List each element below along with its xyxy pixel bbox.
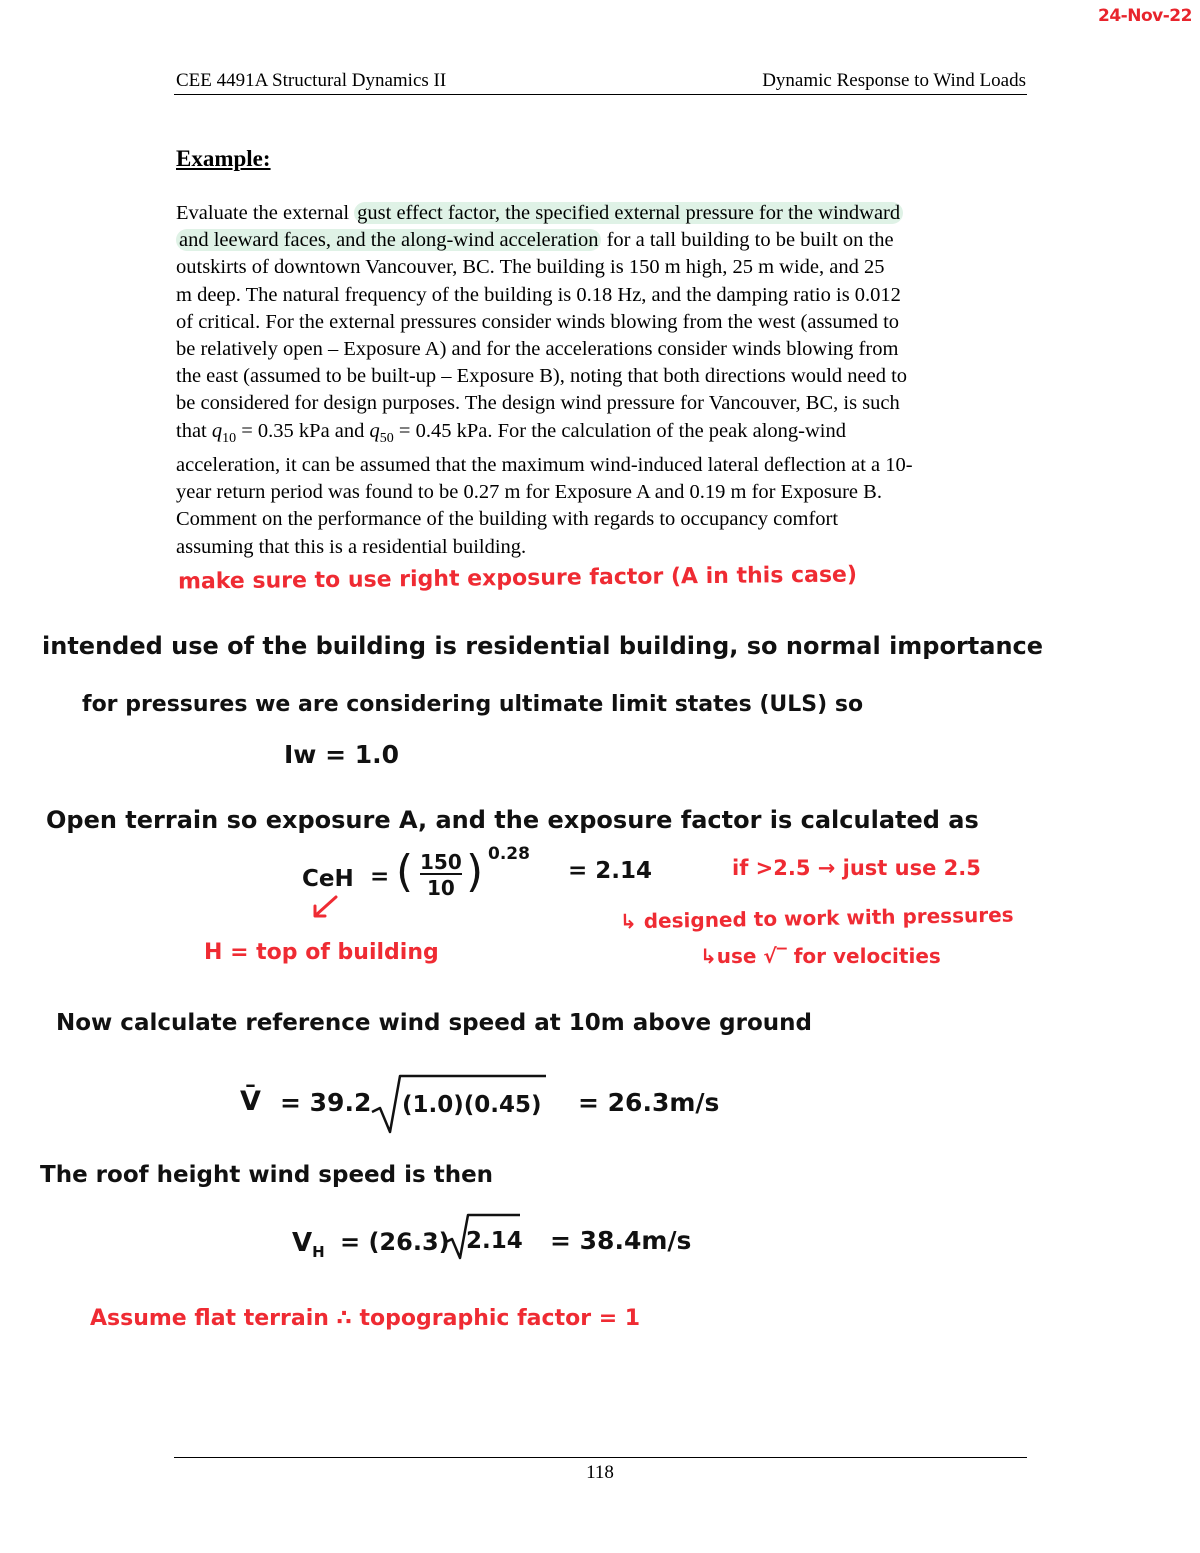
vbar-label: V̄ bbox=[240, 1086, 261, 1117]
iw-value: = 1.0 bbox=[325, 740, 400, 769]
page-number: 118 bbox=[586, 1462, 614, 1483]
annotation-date: 24-Nov-22 bbox=[1098, 6, 1192, 26]
highlighted-text-2: and leeward faces, and the along-wind acceleration bbox=[176, 229, 601, 251]
q50-subscript: 50 bbox=[379, 430, 394, 446]
ceh-label: CeH bbox=[302, 866, 354, 892]
course-title: CEE 4491A Structural Dynamics II bbox=[176, 70, 447, 91]
ceh-equals: = bbox=[370, 864, 390, 890]
problem-text-3: = 0.35 kPa and bbox=[236, 419, 370, 442]
reference-speed-note: Now calculate reference wind speed at 10m above ground bbox=[56, 1010, 812, 1036]
problem-text-2: for a tall building to be built on the outskirts of downtown Vancouver, BC. The building is 150 m high, 25 m wide, and 25 m deep. The natural frequency of the building is 0.18 Hz, and the damping ratio is 0.012 of critical. For the external pressures consider winds blowing from the west (assumed to be relatively open – Exposure A) and for the accelerations consider winds blowing from the east (assumed to be built-up – Exposure B), noting that both directions would need to be considered for design purposes. The design wind pressure for Vancouver, BC, is such that bbox=[176, 229, 908, 442]
vh-radicand: 2.14 bbox=[466, 1228, 523, 1254]
vh-symbol: V bbox=[292, 1228, 313, 1258]
footer-divider bbox=[174, 1457, 1027, 1458]
example-heading: Example: bbox=[176, 146, 271, 171]
vh-subscript: H bbox=[312, 1243, 325, 1262]
vbar-equals: = 39.2 bbox=[280, 1088, 372, 1117]
fraction-denominator: 10 bbox=[427, 876, 455, 900]
problem-statement bbox=[176, 200, 1026, 561]
exposure-reminder-note: make sure to use right exposure factor (A in this case) bbox=[177, 562, 858, 595]
roof-height-note: The roof height wind speed is then bbox=[40, 1162, 494, 1188]
left-paren: ( bbox=[396, 846, 414, 897]
highlighted-text-1: gust effect factor, the specified external pressure for the windward bbox=[354, 202, 903, 224]
ceh-limit-note: if >2.5 → just use 2.5 bbox=[732, 856, 981, 880]
fraction-numerator: 150 bbox=[420, 850, 462, 874]
right-paren: ) bbox=[466, 846, 484, 897]
pressures-note: ↳ designed to work with pressures bbox=[619, 902, 1014, 934]
open-terrain-note: Open terrain so exposure A, and the exposure factor is calculated as bbox=[46, 806, 979, 834]
vh-label bbox=[292, 1228, 325, 1261]
ceh-exponent: 0.28 bbox=[488, 844, 530, 864]
problem-text-1: Evaluate the external bbox=[176, 202, 355, 224]
problem-text-4: = 0.45 kPa. For the calculation of the peak along-wind acceleration, it can be assumed that the maximum wind-induced lateral deflection at a 10- year return period was found to be 0.27 m for Exposure A and 0.19 m for Exposure B. Comment on the performance of the building with regards to occupancy comfort assuming that this is a residential building. bbox=[176, 419, 913, 558]
q10-subscript: 10 bbox=[222, 430, 237, 446]
vbar-result: = 26.3m/s bbox=[578, 1088, 720, 1117]
intended-use-note: intended use of the building is residential building, so normal importance bbox=[42, 632, 1044, 660]
importance-factor-eq bbox=[284, 740, 399, 769]
fraction-bar bbox=[420, 873, 462, 875]
section-topic: Dynamic Response to Wind Loads bbox=[762, 70, 1026, 91]
header-divider bbox=[174, 94, 1027, 95]
h-definition-note: H = top of building bbox=[204, 940, 439, 965]
vh-equals: = (26.3) bbox=[340, 1228, 450, 1256]
vbar-radicand: (1.0)(0.45) bbox=[402, 1092, 542, 1118]
velocities-note: ↳use √‾ for velocities bbox=[700, 944, 941, 968]
for-pressures-note: for pressures we are considering ultimate limit states (ULS) so bbox=[82, 692, 864, 717]
ceh-result: = 2.14 bbox=[568, 858, 653, 884]
arrow-icon bbox=[310, 894, 340, 920]
q50-symbol: q bbox=[369, 419, 380, 442]
vh-result: = 38.4m/s bbox=[550, 1226, 692, 1255]
q10-symbol: q bbox=[211, 419, 223, 442]
iw-label: Iw bbox=[284, 740, 317, 769]
topographic-factor-note: Assume flat terrain ∴ topographic factor = 1 bbox=[90, 1306, 641, 1331]
